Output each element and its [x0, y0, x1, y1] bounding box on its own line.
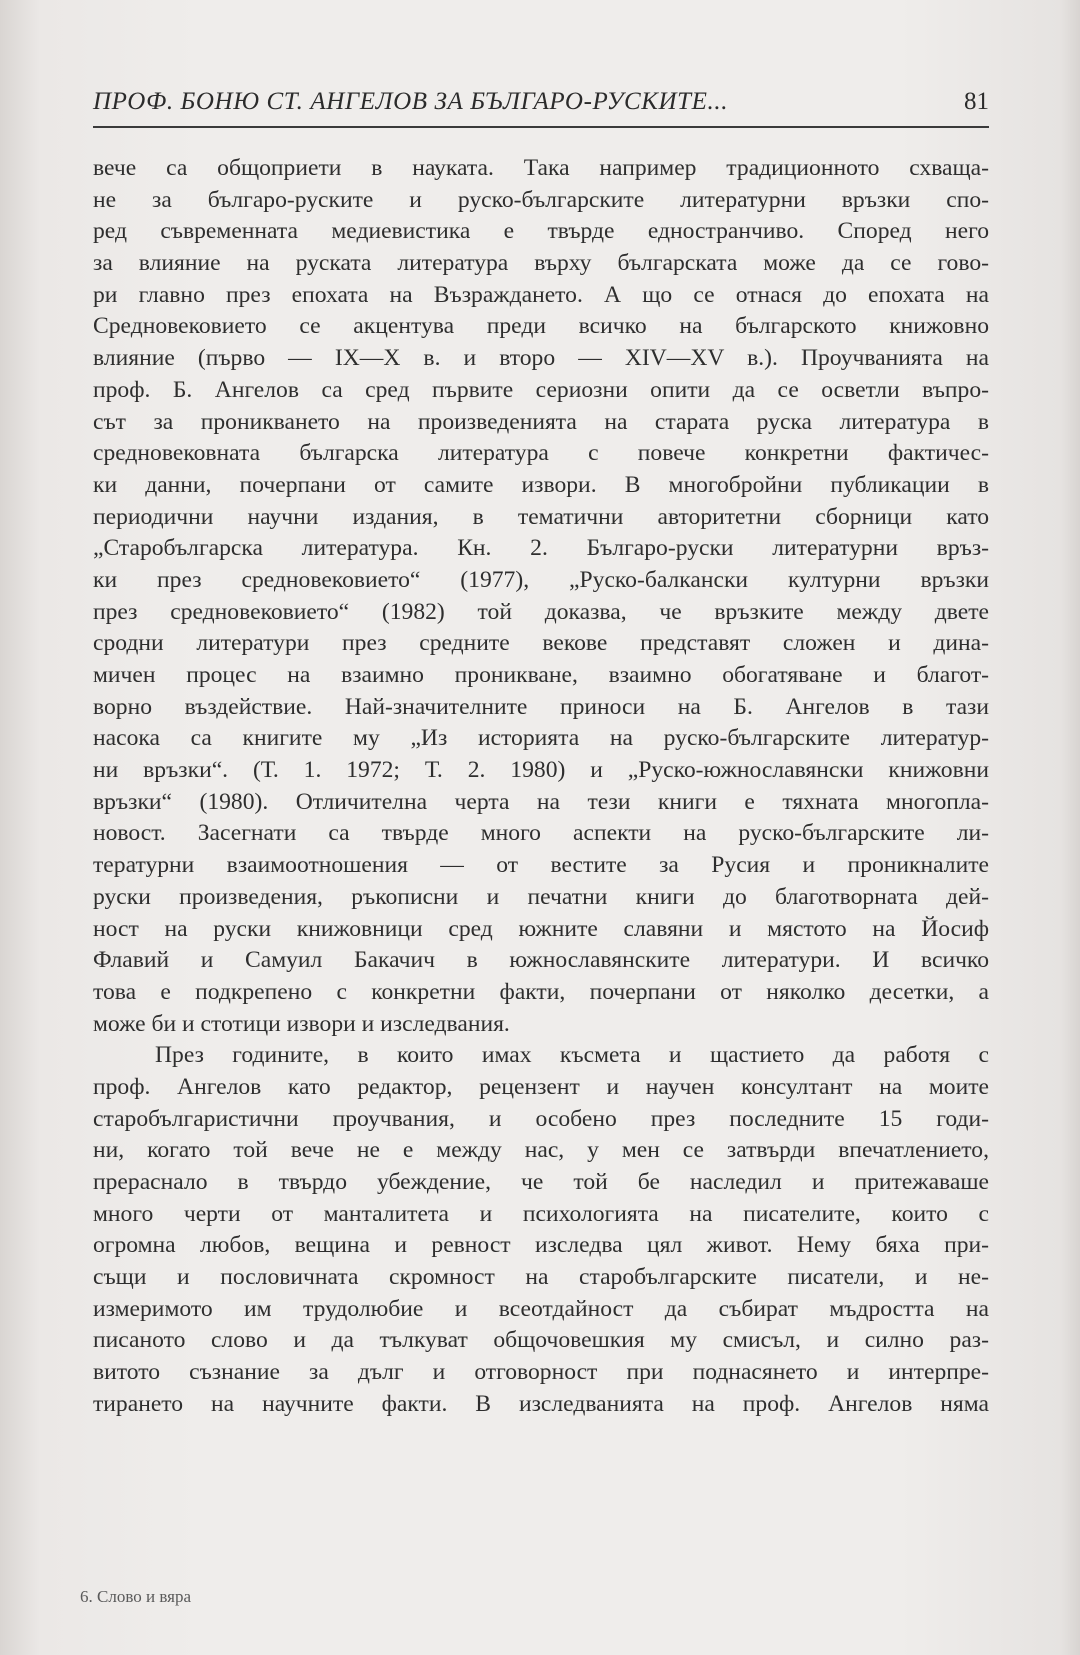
text-line: ност на руски книжовници сред южните славяни и мястото на Йосиф — [93, 915, 989, 942]
paragraph — [93, 1040, 989, 1420]
text-line: Флавий и Самуил Бакачич в южнославянските литератури. И всичко — [93, 947, 989, 974]
text-line: старобългаристични проучвания, и особено през последните 15 годи- — [93, 1105, 989, 1132]
text-line: ни, когато той вече не е между нас, у мен се затвърди впечатлението, — [93, 1137, 989, 1164]
text-line: ворно въздействие. Най-значителните приноси на Б. Ангелов в тази — [93, 693, 989, 720]
text-line: Средновековието се акцентува преди всичко на българското книжовно — [93, 313, 989, 340]
running-header — [93, 86, 989, 128]
text-line: писаното слово и да тълкуват общочовешкия му смисъл, и силно раз- — [93, 1327, 989, 1354]
text-line: ни връзки“. (Т. 1. 1972; Т. 2. 1980) и „Руско-южнославянски книжовни — [93, 757, 989, 784]
text-line: „Старобългарска литература. Кн. 2. Българо-руски литературни връз- — [93, 535, 989, 562]
paragraph — [93, 153, 989, 1040]
text-line: руски произведения, ръкописни и печатни книги до благотворната дей- — [93, 883, 989, 910]
text-line: ри главно през епохата на Възраждането. А що се отнася до епохата на — [93, 281, 989, 308]
text-line: периодични научни издания, в тематични авторитетни сборници като — [93, 503, 989, 530]
text-line: за влияние на руската литература върху българската може да се гово- — [93, 250, 989, 277]
text-line: тирането на научните факти. В изследванията на проф. Ангелов няма — [93, 1390, 989, 1417]
text-line: през средновековието“ (1982) той доказва, че връзките между двете — [93, 598, 989, 625]
text-line: може би и стотици извори и изследвания. — [93, 1010, 510, 1037]
text-line: насока са книгите му „Из историята на руско-българските литератур- — [93, 725, 989, 752]
text-line: огромна любов, вещина и ревност изследва цял живот. Нему бяха при- — [93, 1232, 989, 1259]
text-line: връзки“ (1980). Отличителна черта на тези книги е тяхната многопла- — [93, 788, 989, 815]
text-line: ред съвременната медиевистика е твърде едностранчиво. Според него — [93, 218, 989, 245]
text-line: ки данни, почерпани от самите извори. В многобройни публикации в — [93, 471, 989, 498]
text-line: витото съзнание за дълг и отговорност при поднасянето и интерпре- — [93, 1359, 989, 1386]
text-line: ки през средновековието“ (1977), „Руско-балкански културни връзки — [93, 566, 989, 593]
text-line: много черти от манталитета и психологията на писателите, които с — [93, 1200, 989, 1227]
text-line: проф. Ангелов като редактор, рецензент и научен консултант на моите — [93, 1073, 989, 1100]
body-text — [93, 153, 989, 1421]
text-line: новост. Засегнати са твърде много аспекти на руско-българските ли- — [93, 820, 989, 847]
text-line: средновековната българска литература с повече конкретни фактичес- — [93, 440, 989, 467]
text-line: сът за проникването на произведенията на старата руска литература в — [93, 408, 989, 435]
signature-mark: 6. Слово и вяра — [80, 1587, 191, 1606]
text-line: влияние (първо — IX—X в. и второ — XIV—XV в.). Проучванията на — [93, 345, 989, 372]
text-line: сродни литератури през средните векове представят сложен и дина- — [93, 630, 989, 657]
text-line: През годините, в които имах късмета и щастието да работя с — [155, 1042, 989, 1069]
text-line: мичен процес на взаимно проникване, взаимно обогатяване и благот- — [93, 662, 989, 688]
page-number: 81 — [964, 88, 989, 115]
text-line: проф. Б. Ангелов са сред първите сериозни опити да се осветли въпро- — [93, 376, 989, 403]
text-line: измеримото им трудолюбие и всеотдайност да събират мъдростта на — [93, 1295, 989, 1322]
text-line: това е подкрепено с конкретни факти, почерпани от няколко десетки, а — [93, 978, 989, 1005]
text-line: не за българо-руските и руско-българските литературни връзки спо- — [93, 186, 989, 213]
text-line: тературни взаимоотношения — от вестите за Русия и проникналите — [93, 852, 989, 879]
text-line: прераснало в твърдо убеждение, че той бе наследил и притежаваше — [93, 1169, 989, 1195]
text-line: вече са общоприети в науката. Така например традиционното схваща- — [93, 155, 989, 181]
text-line: същи и пословичната скромност на старобългарските писатели, и не- — [93, 1264, 989, 1291]
running-title: ПРОФ. БОНЮ СТ. АНГЕЛОВ ЗА БЪЛГАРО-РУСКИТЕ... — [93, 88, 729, 115]
